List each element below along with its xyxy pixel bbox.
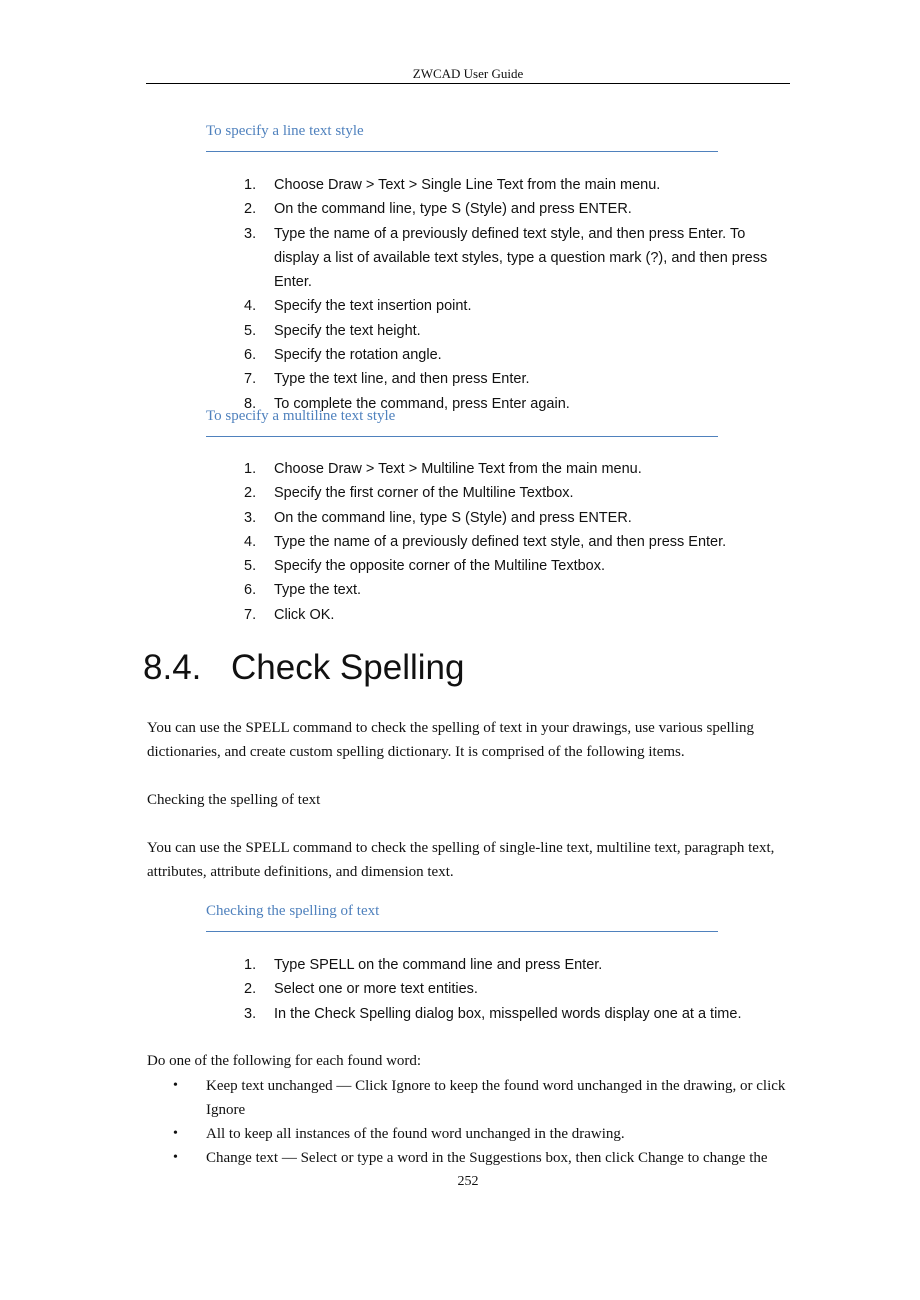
step-number: 1. [244,461,257,477]
step-text: Specify the rotation angle. [274,347,442,364]
bullet-text: All to keep all instances of the found word unchanged in the drawing. [206,1126,625,1142]
step-item [244,506,794,530]
page-number: 252 [457,1174,479,1189]
running-header: ZWCAD User Guide [412,66,524,81]
description-paragraph: You can use the SPELL command to check the spelling of single-line text, multiline text, paragraph text, attributes, attribute definitions, and dimension text. [147,840,775,880]
step-text: Specify the text insertion point. [274,298,472,315]
step-item [244,197,794,221]
step-item [244,294,794,318]
step-item [244,367,794,391]
step-text: Specify the opposite corner of the Multiline Textbox. [274,558,606,575]
step-number: 4. [244,533,257,550]
step-text: Specify the text height. [274,322,421,339]
step-number: 7. [244,606,257,623]
step-number: 3. [244,1005,257,1022]
step-item [244,457,794,481]
step-item [244,319,794,343]
section-heading-multiline-text-style: To specify a multiline text style [206,408,396,424]
chapter-heading [143,648,464,688]
bullet-text: Change text — Select or type a word in the Suggestions box, then click Change to change the [206,1150,768,1166]
step-item [244,578,794,602]
step-item [244,481,794,505]
step-text: Type SPELL on the command line and press Enter. [274,957,603,973]
section-heading-checking-spelling: Checking the spelling of text [206,903,380,919]
step-number: 4. [244,298,257,315]
section-heading-line-text-style: To specify a line text style [206,123,364,139]
step-number: 2. [244,981,257,998]
step-text: Click OK. [274,606,335,623]
step-item [244,603,794,627]
step-item [244,222,794,295]
step-text: Type the name of a previously defined text style, and then press Enter. [274,533,727,550]
step-number: 3. [244,509,257,526]
found-word-intro: Do one of the following for each found word: [147,1053,422,1069]
chapter-title: Check Spelling [231,648,465,687]
section-rule [206,931,718,932]
steps-list-line-text [244,173,794,416]
step-text: Type the text line, and then press Enter. [274,371,530,388]
step-number: 3. [244,225,257,242]
subheading: Checking the spelling of text [147,792,321,808]
step-text: Type the text. [274,582,362,599]
step-item [244,977,794,1001]
step-text: Choose Draw > Text > Single Line Text from the main menu. [274,177,661,193]
header-rule [146,83,790,84]
step-number: 1. [244,957,257,973]
bullet-item [170,1074,790,1122]
step-text: On the command line, type S (Style) and press ENTER. [274,509,632,526]
step-text: Choose Draw > Text > Multiline Text from the main menu. [274,461,642,477]
bullet-item [170,1146,790,1170]
options-bullet-list [170,1074,790,1170]
bullet-icon: • [173,1078,178,1093]
step-text: To complete the command, press Enter again. [274,395,570,412]
step-number: 6. [244,582,257,599]
step-item [244,1002,794,1026]
step-item [244,173,794,197]
step-text: Specify the first corner of the Multiline Textbox. [274,485,574,502]
step-number: 2. [244,485,257,502]
step-number: 1. [244,177,257,193]
step-number: 2. [244,201,257,218]
step-number: 5. [244,322,257,339]
chapter-number: 8.4. [143,648,202,687]
step-item [244,343,794,367]
step-text: On the command line, type S (Style) and press ENTER. [274,201,632,218]
steps-list-multiline-text [244,457,794,627]
step-number: 7. [244,371,257,388]
step-item [244,530,794,554]
step-text: Select one or more text entities. [274,981,478,998]
bullet-icon: • [173,1126,178,1141]
step-item [244,554,794,578]
intro-paragraph: You can use the SPELL command to check the spelling of text in your drawings, use various spelling dictionaries, and create custom spelling dictionary. It is comprised of the following items. [147,720,754,760]
step-text: In the Check Spelling dialog box, misspelled words display one at a time. [274,1005,742,1022]
step-number: 5. [244,558,257,575]
bullet-icon: • [173,1150,178,1165]
step-item [244,953,794,977]
step-number: 8. [244,395,257,412]
step-number: 6. [244,347,257,364]
bullet-item [170,1122,790,1146]
step-text: Type the name of a previously defined text style, and then press Enter. To display a list of available text styles, type a question mark (?), and then press Enter. [274,225,768,291]
section-rule [206,151,718,152]
bullet-text: Keep text unchanged — Click Ignore to keep the found word unchanged in the drawing, or click Ignore [206,1078,786,1118]
section-rule [206,436,718,437]
steps-list-check-spelling [244,953,794,1026]
